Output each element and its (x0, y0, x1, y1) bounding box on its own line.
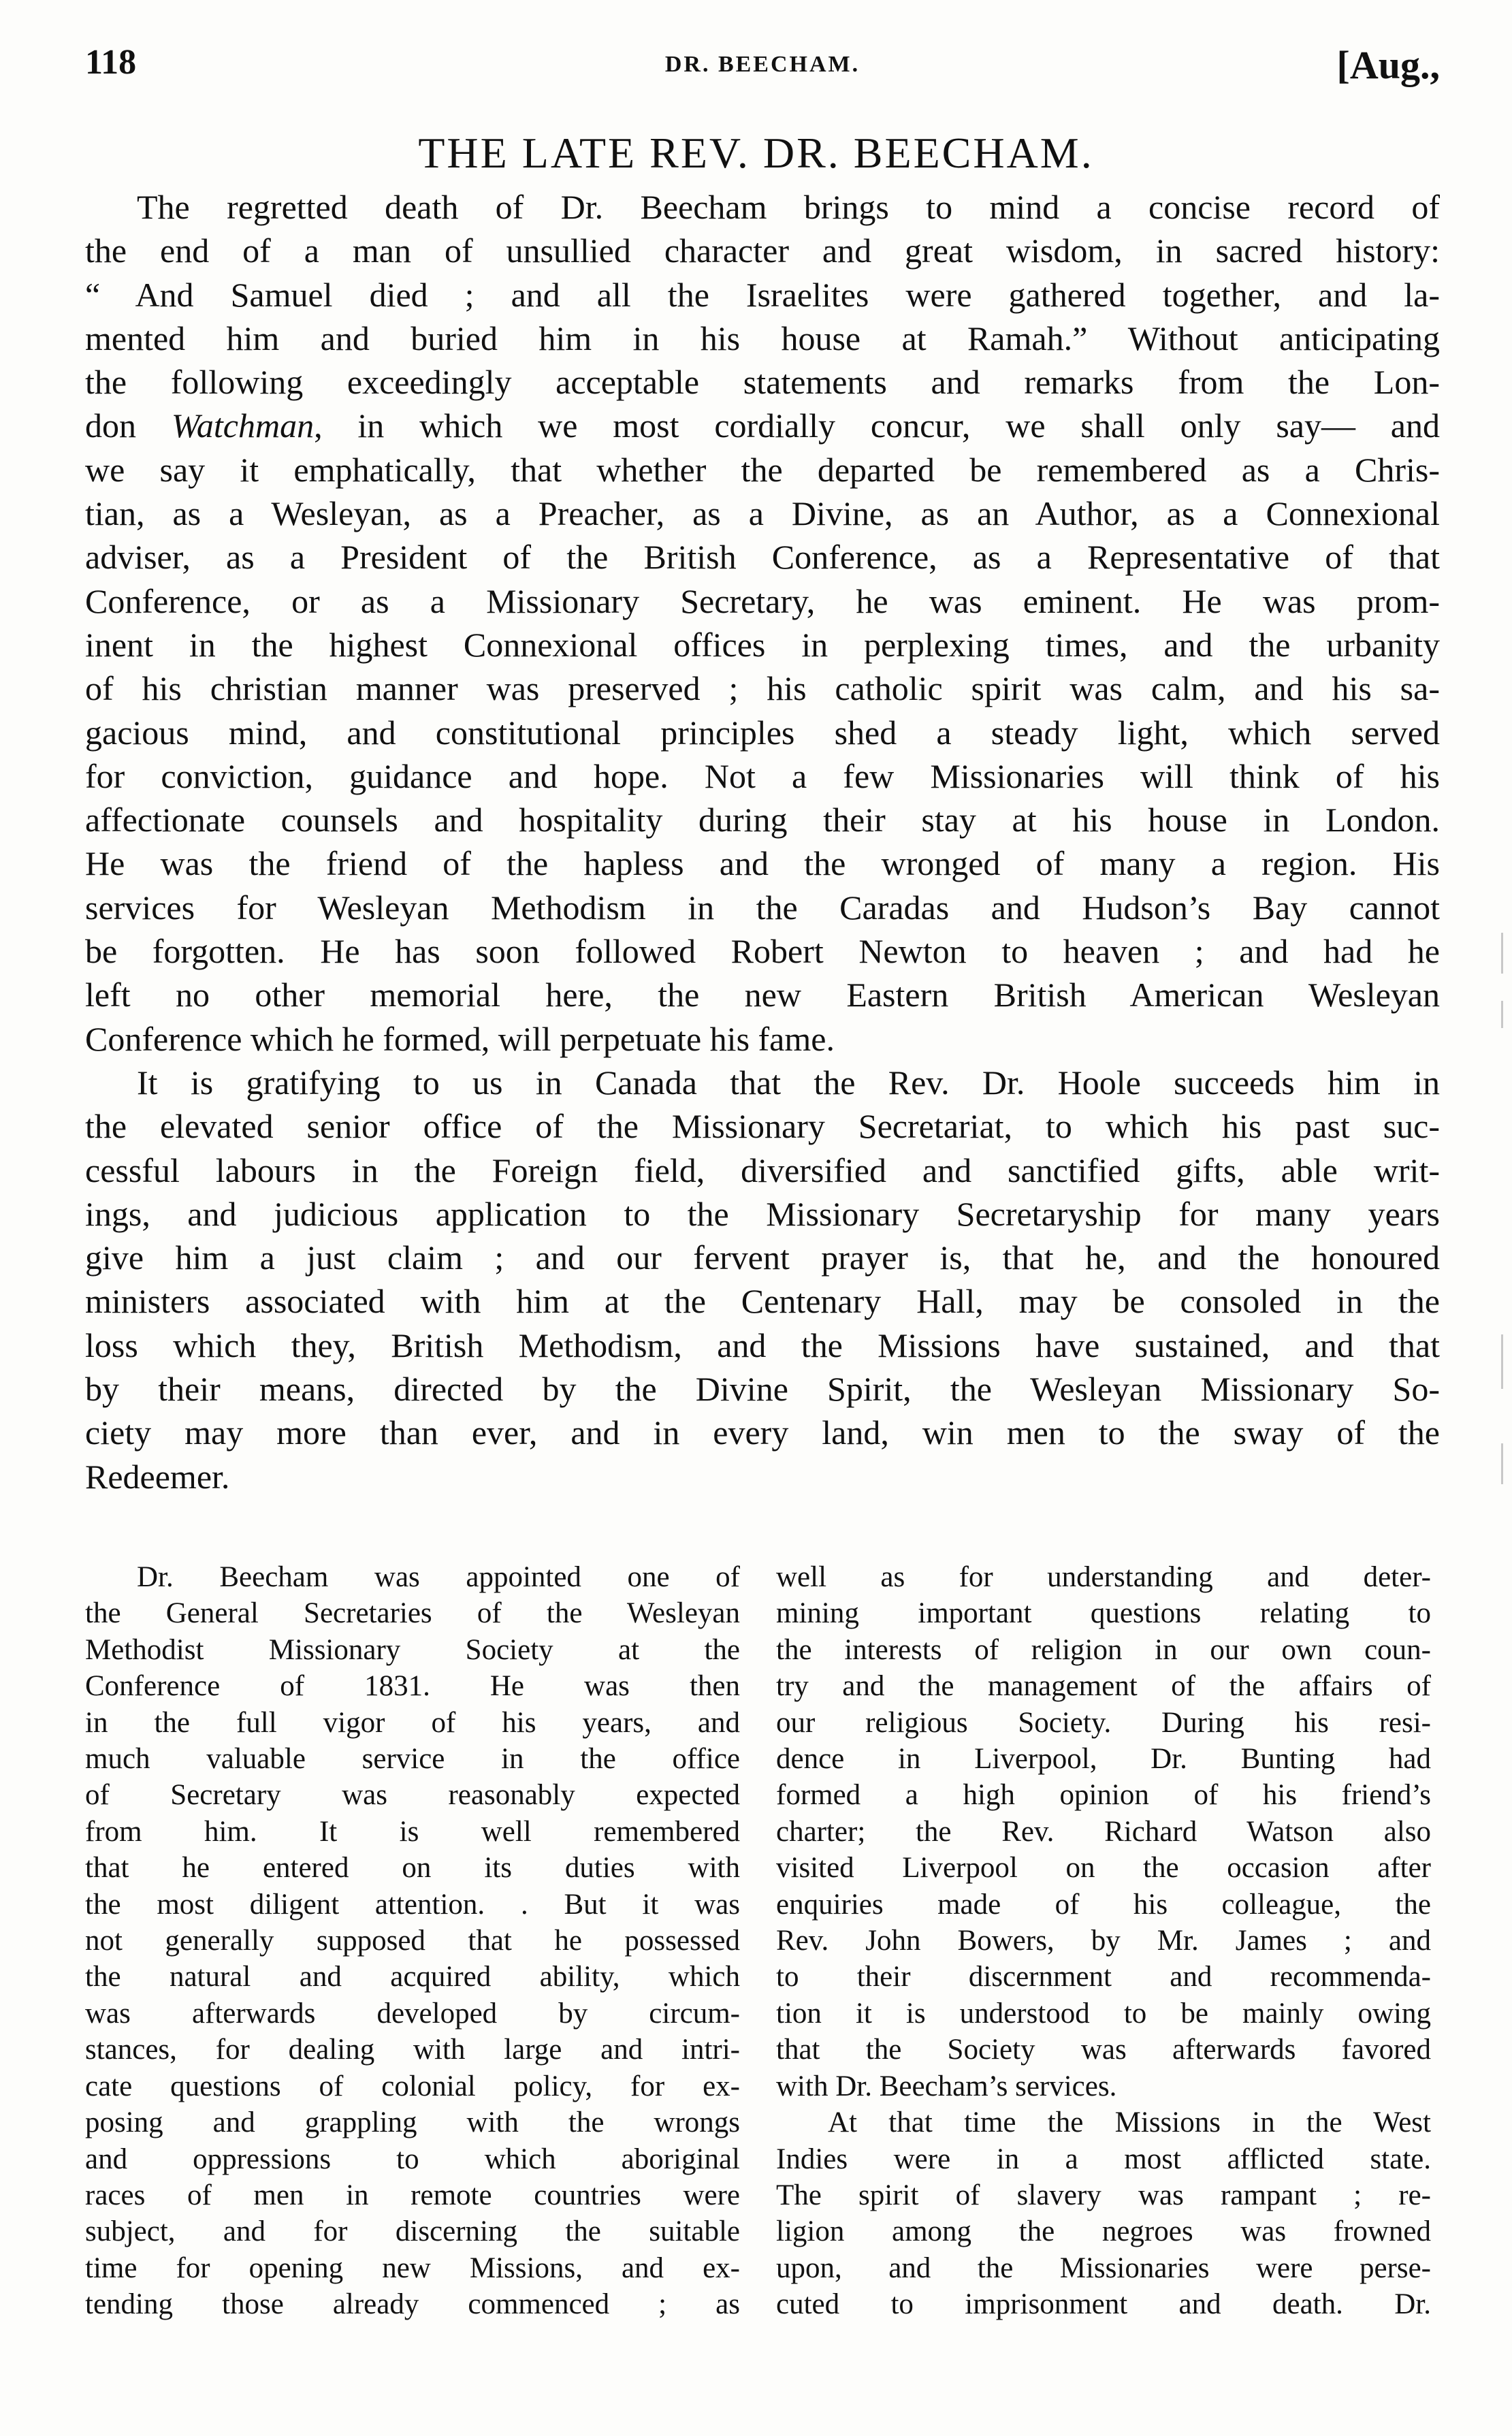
text-fragment: , in which we most cordially concur, we shall only say— and (314, 406, 1440, 445)
text-line: services for Wesleyan Methodism in the Caradas and Hudson’s Bay cannot (85, 888, 1440, 927)
text-line: try and the management of the affairs of (776, 1670, 1431, 1703)
text-line: posing and grappling with the wrongs (85, 2106, 740, 2139)
text-line: stances, for dealing with large and intri- (85, 2034, 740, 2066)
text-line: be forgotten. He has soon followed Robert Newton to heaven ; and had he (85, 932, 1440, 971)
text-line: for conviction, guidance and hope. Not a few Missionaries will think of his (85, 756, 1440, 795)
text-line: enquiries made of his colleague, the (776, 1888, 1431, 1921)
text-line: Conference of 1831. He was then (85, 1670, 740, 1703)
text-line: we say it emphatically, that whether the departed be remembered as a Chris- (85, 450, 1440, 489)
text-line: ciety may more than ever, and in every land, win men to the sway of the (85, 1413, 1440, 1452)
text-line: of his christian manner was preserved ; his catholic spirit was calm, and his sa- (85, 669, 1440, 708)
text-line (85, 404, 1440, 447)
text-line: affectionate counsels and hospitality during their stay at his house in London. (85, 801, 1440, 839)
text-line: ligion among the negroes was frowned (776, 2215, 1431, 2248)
paragraph-1 (85, 185, 1440, 1061)
text-fragment: don (85, 406, 172, 445)
right-column (776, 1559, 1431, 2323)
scan-edge-mark (1501, 1443, 1503, 1484)
text-line: adviser, as a President of the British Conference, as a Representative of that (85, 538, 1440, 577)
text-line: not generally supposed that he possessed (85, 1925, 740, 1957)
left-column (85, 1559, 740, 2323)
text-line: the elevated senior office of the Missionary Secretariat, to which his past suc- (85, 1107, 1440, 1146)
text-line: the General Secretaries of the Wesleyan (85, 1597, 740, 1630)
text-line: by their means, directed by the Divine Spirit, the Wesleyan Missionary So- (85, 1370, 1440, 1409)
date-mark: [Aug., (1336, 43, 1440, 87)
text-line: was afterwards developed by circum- (85, 1997, 740, 2030)
newspaper-name: Watchman (171, 406, 315, 445)
text-line: The regretted death of Dr. Beecham brings to mind a concise record of (137, 188, 1440, 226)
text-line: the following exceedingly acceptable statements and remarks from the Lon- (85, 363, 1440, 402)
paragraph-2 (85, 1061, 1440, 1499)
text-line: It is gratifying to us in Canada that the Rev. Dr. Hoole succeeds him in (137, 1063, 1440, 1102)
text-line: races of men in remote countries were (85, 2179, 740, 2211)
text-line: Indies were in a most afflicted state. (776, 2143, 1431, 2175)
scan-edge-mark (1501, 1334, 1503, 1389)
text-line: inent in the highest Connexional offices in perplexing times, and the urbanity (85, 625, 1440, 664)
text-line: gacious mind, and constitutional principles shed a steady light, which served (85, 713, 1440, 752)
text-line: of Secretary was reasonably expected (85, 1779, 740, 1812)
text-line: visited Liverpool on the occasion after (776, 1852, 1431, 1885)
text-line: left no other memorial here, the new Eastern British American Wesleyan (85, 976, 1440, 1014)
text-line: tending those already commenced ; as (85, 2288, 740, 2321)
text-line: from him. It is well remembered (85, 1815, 740, 1848)
text-line: well as for understanding and deter- (776, 1561, 1431, 1593)
text-line: mented him and buried him in his house at Ramah.” Without anticipating (85, 319, 1440, 357)
running-title: DR. BEECHAM. (664, 52, 860, 77)
article-title: THE LATE REV. DR. BEECHAM. (418, 129, 1094, 177)
text-line: Conference which he formed, will perpetuate his fame. (85, 1019, 835, 1058)
text-line: our religious Society. During his resi- (776, 1706, 1431, 1739)
text-line: that the Society was afterwards favored (776, 2034, 1431, 2066)
text-line: tian, as a Wesleyan, as a Preacher, as a Divine, as an Author, as a Connexional (85, 494, 1440, 533)
text-line: cuted to imprisonment and death. Dr. (776, 2288, 1431, 2321)
text-line: time for opening new Missions, and ex- (85, 2251, 740, 2284)
text-line: “ And Samuel died ; and all the Israelites were gathered together, and la- (85, 275, 1440, 314)
text-line: the interests of religion in our own coun- (776, 1633, 1431, 1666)
text-line: Methodist Missionary Society at the (85, 1633, 740, 1666)
text-line: Dr. Beecham was appointed one of (137, 1561, 740, 1593)
text-line: Conference, or as a Missionary Secretary, he was eminent. He was prom- (85, 581, 1440, 620)
text-line: upon, and the Missionaries were perse- (776, 2251, 1431, 2284)
text-line: cessful labours in the Foreign field, diversified and sanctified gifts, able writ- (85, 1151, 1440, 1189)
text-line: tion it is understood to be mainly owing (776, 1997, 1431, 2030)
text-line: to their discernment and recommenda- (776, 1961, 1431, 1993)
text-line: loss which they, British Methodism, and the Missions have sustained, and that (85, 1326, 1440, 1364)
text-line: ings, and judicious application to the Missionary Secretaryship for many years (85, 1194, 1440, 1233)
text-line: the most diligent attention. . But it was (85, 1888, 740, 1921)
running-head (85, 42, 1440, 97)
text-line: The spirit of slavery was rampant ; re- (776, 2179, 1431, 2211)
text-line: and oppressions to which aboriginal (85, 2143, 740, 2175)
text-line: the end of a man of unsullied character and great wisdom, in sacred history: (85, 231, 1440, 270)
text-line: with Dr. Beecham’s services. (776, 2070, 1117, 2102)
article-body (85, 185, 1440, 1499)
text-line: At that time the Missions in the West (828, 2106, 1431, 2139)
text-line: that he entered on its duties with (85, 1852, 740, 1885)
text-line: dence in Liverpool, Dr. Bunting had (776, 1743, 1431, 1776)
text-line: subject, and for discerning the suitable (85, 2215, 740, 2248)
text-line: cate questions of colonial policy, for ex- (85, 2070, 740, 2102)
text-line: He was the friend of the hapless and the wronged of many a region. His (85, 844, 1440, 883)
text-line: ministers associated with him at the Centenary Hall, may be consoled in the (85, 1282, 1440, 1321)
text-line: charter; the Rev. Richard Watson also (776, 1815, 1431, 1848)
text-line: much valuable service in the office (85, 1743, 740, 1776)
text-line: Redeemer. (85, 1457, 230, 1496)
page-number: 118 (85, 43, 137, 82)
text-line: Rev. John Bowers, by Mr. James ; and (776, 1925, 1431, 1957)
scan-edge-mark (1501, 1001, 1503, 1028)
text-line: the natural and acquired ability, which (85, 1961, 740, 1993)
text-line: mining important questions relating to (776, 1597, 1431, 1630)
text-line: formed a high opinion of his friend’s (776, 1779, 1431, 1812)
scan-edge-mark (1501, 933, 1503, 974)
text-line: give him a just claim ; and our fervent prayer is, that he, and the honoured (85, 1238, 1440, 1277)
text-line: in the full vigor of his years, and (85, 1706, 740, 1739)
